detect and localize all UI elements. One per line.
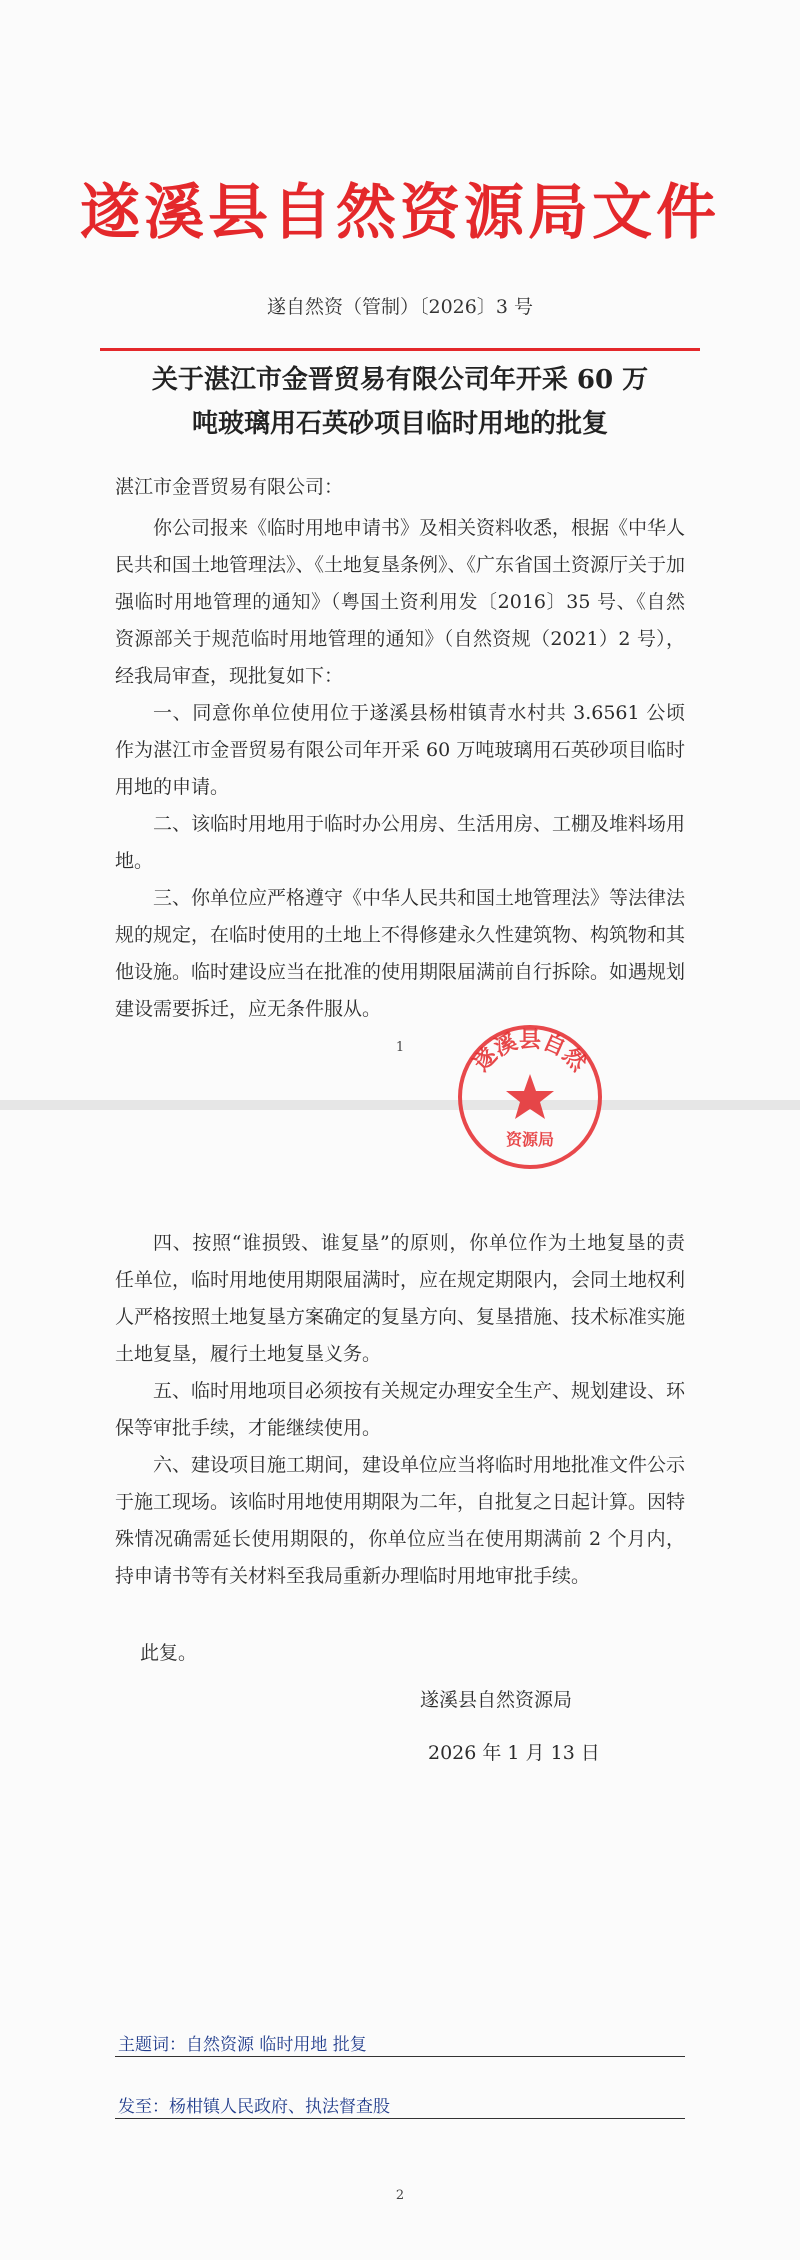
document-number: 遂自然资（管制）〔2026〕3 号 — [267, 296, 533, 318]
keywords-underline — [115, 2056, 685, 2057]
document-page-2 — [0, 1110, 800, 2260]
paragraph-basis: 你公司报来《临时用地申请书》及相关资料收悉，根据《中华人民共和国土地管理法》、《土地复垦条例》、《广东省国土资源厅关于加强临时用地管理的通知》（粤国土资利用发〔2016〕35 号、《自然资源部关于规范临时用地管理的通知》（自然资规（2021）2 号），经我局审查，现批复如下： — [115, 517, 686, 687]
document-subject — [95, 358, 705, 446]
paragraph-item-3: 三、你单位应严格遵守《中华人民共和国土地管理法》等法律法规的规定，在临时使用的土地上不得修建永久性建筑物、构筑物和其他设施。临时建设应当在批准的使用期限届满前自行拆除。如遇规划建设需要拆迁，应无条件服从。 — [115, 887, 686, 1020]
paragraph-item-6: 六、建设项目施工期间，建设单位应当将临时用地批准文件公示于施工现场。该临时用地使用期限为二年，自批复之日起计算。因特殊情况确需延长使用期限的，你单位应当在使用期满前 2 个月内，持申请书等有关材料至我局重新办理临时用地审批手续。 — [115, 1454, 686, 1587]
paragraph-item-4: 四、按照“谁损毁、谁复垦”的原则，你单位作为土地复垦的责任单位，临时用地使用期限届满时，应在规定期限内，会同土地权利人严格按照土地复垦方案确定的复垦方向、复垦措施、技术标准实施土地复垦，履行土地复垦义务。 — [115, 1232, 686, 1365]
svg-text:遂溪县自然 — [469, 1027, 592, 1077]
page-separator — [0, 1100, 800, 1110]
document-page-1 — [0, 0, 800, 1100]
page-number-1: 1 — [395, 1040, 405, 1055]
document-header-title: 遂溪县自然资源局文件 — [80, 178, 720, 248]
seal-text-bottom: 资源局 — [505, 1130, 555, 1149]
cc-underline — [115, 2118, 685, 2119]
paragraph-item-2: 二、该临时用地用于临时办公用房、生活用房、工棚及堆料场用地。 — [115, 813, 686, 872]
signature-org: 遂溪县自然资源局 — [420, 1689, 573, 1711]
page1-body — [115, 510, 685, 1028]
paragraph-item-1: 一、同意你单位使用位于遂溪县杨柑镇青水村共 3.6561 公顷作为湛江市金晋贸易有限公司年开采 60 万吨玻璃用石英砂项目临时用地的申请。 — [115, 702, 685, 798]
seal-text-top: 遂溪县自然 — [468, 1027, 592, 1077]
page-number-2: 2 — [395, 2188, 405, 2203]
subject-line-1: 关于湛江市金晋贸易有限公司年开采 60 万 — [151, 365, 649, 395]
cc-line: 发至：杨柑镇人民政府、执法督查股 — [118, 2097, 390, 2117]
subject-line-2: 吨玻璃用石英砂项目临时用地的批复 — [191, 409, 608, 439]
keywords-line: 主题词：自然资源 临时用地 批复 — [118, 2035, 367, 2055]
page2-body — [115, 1225, 685, 1595]
addressee: 湛江市金晋贸易有限公司： — [115, 476, 344, 498]
official-seal-icon — [455, 1022, 605, 1172]
red-divider-line — [100, 348, 700, 351]
signature-date: 2026 年 1 月 13 日 — [428, 1742, 600, 1764]
closing-text: 此复。 — [140, 1642, 198, 1664]
paragraph-item-5: 五、临时用地项目必须按有关规定办理安全生产、规划建设、环保等审批手续，才能继续使用。 — [115, 1380, 686, 1439]
